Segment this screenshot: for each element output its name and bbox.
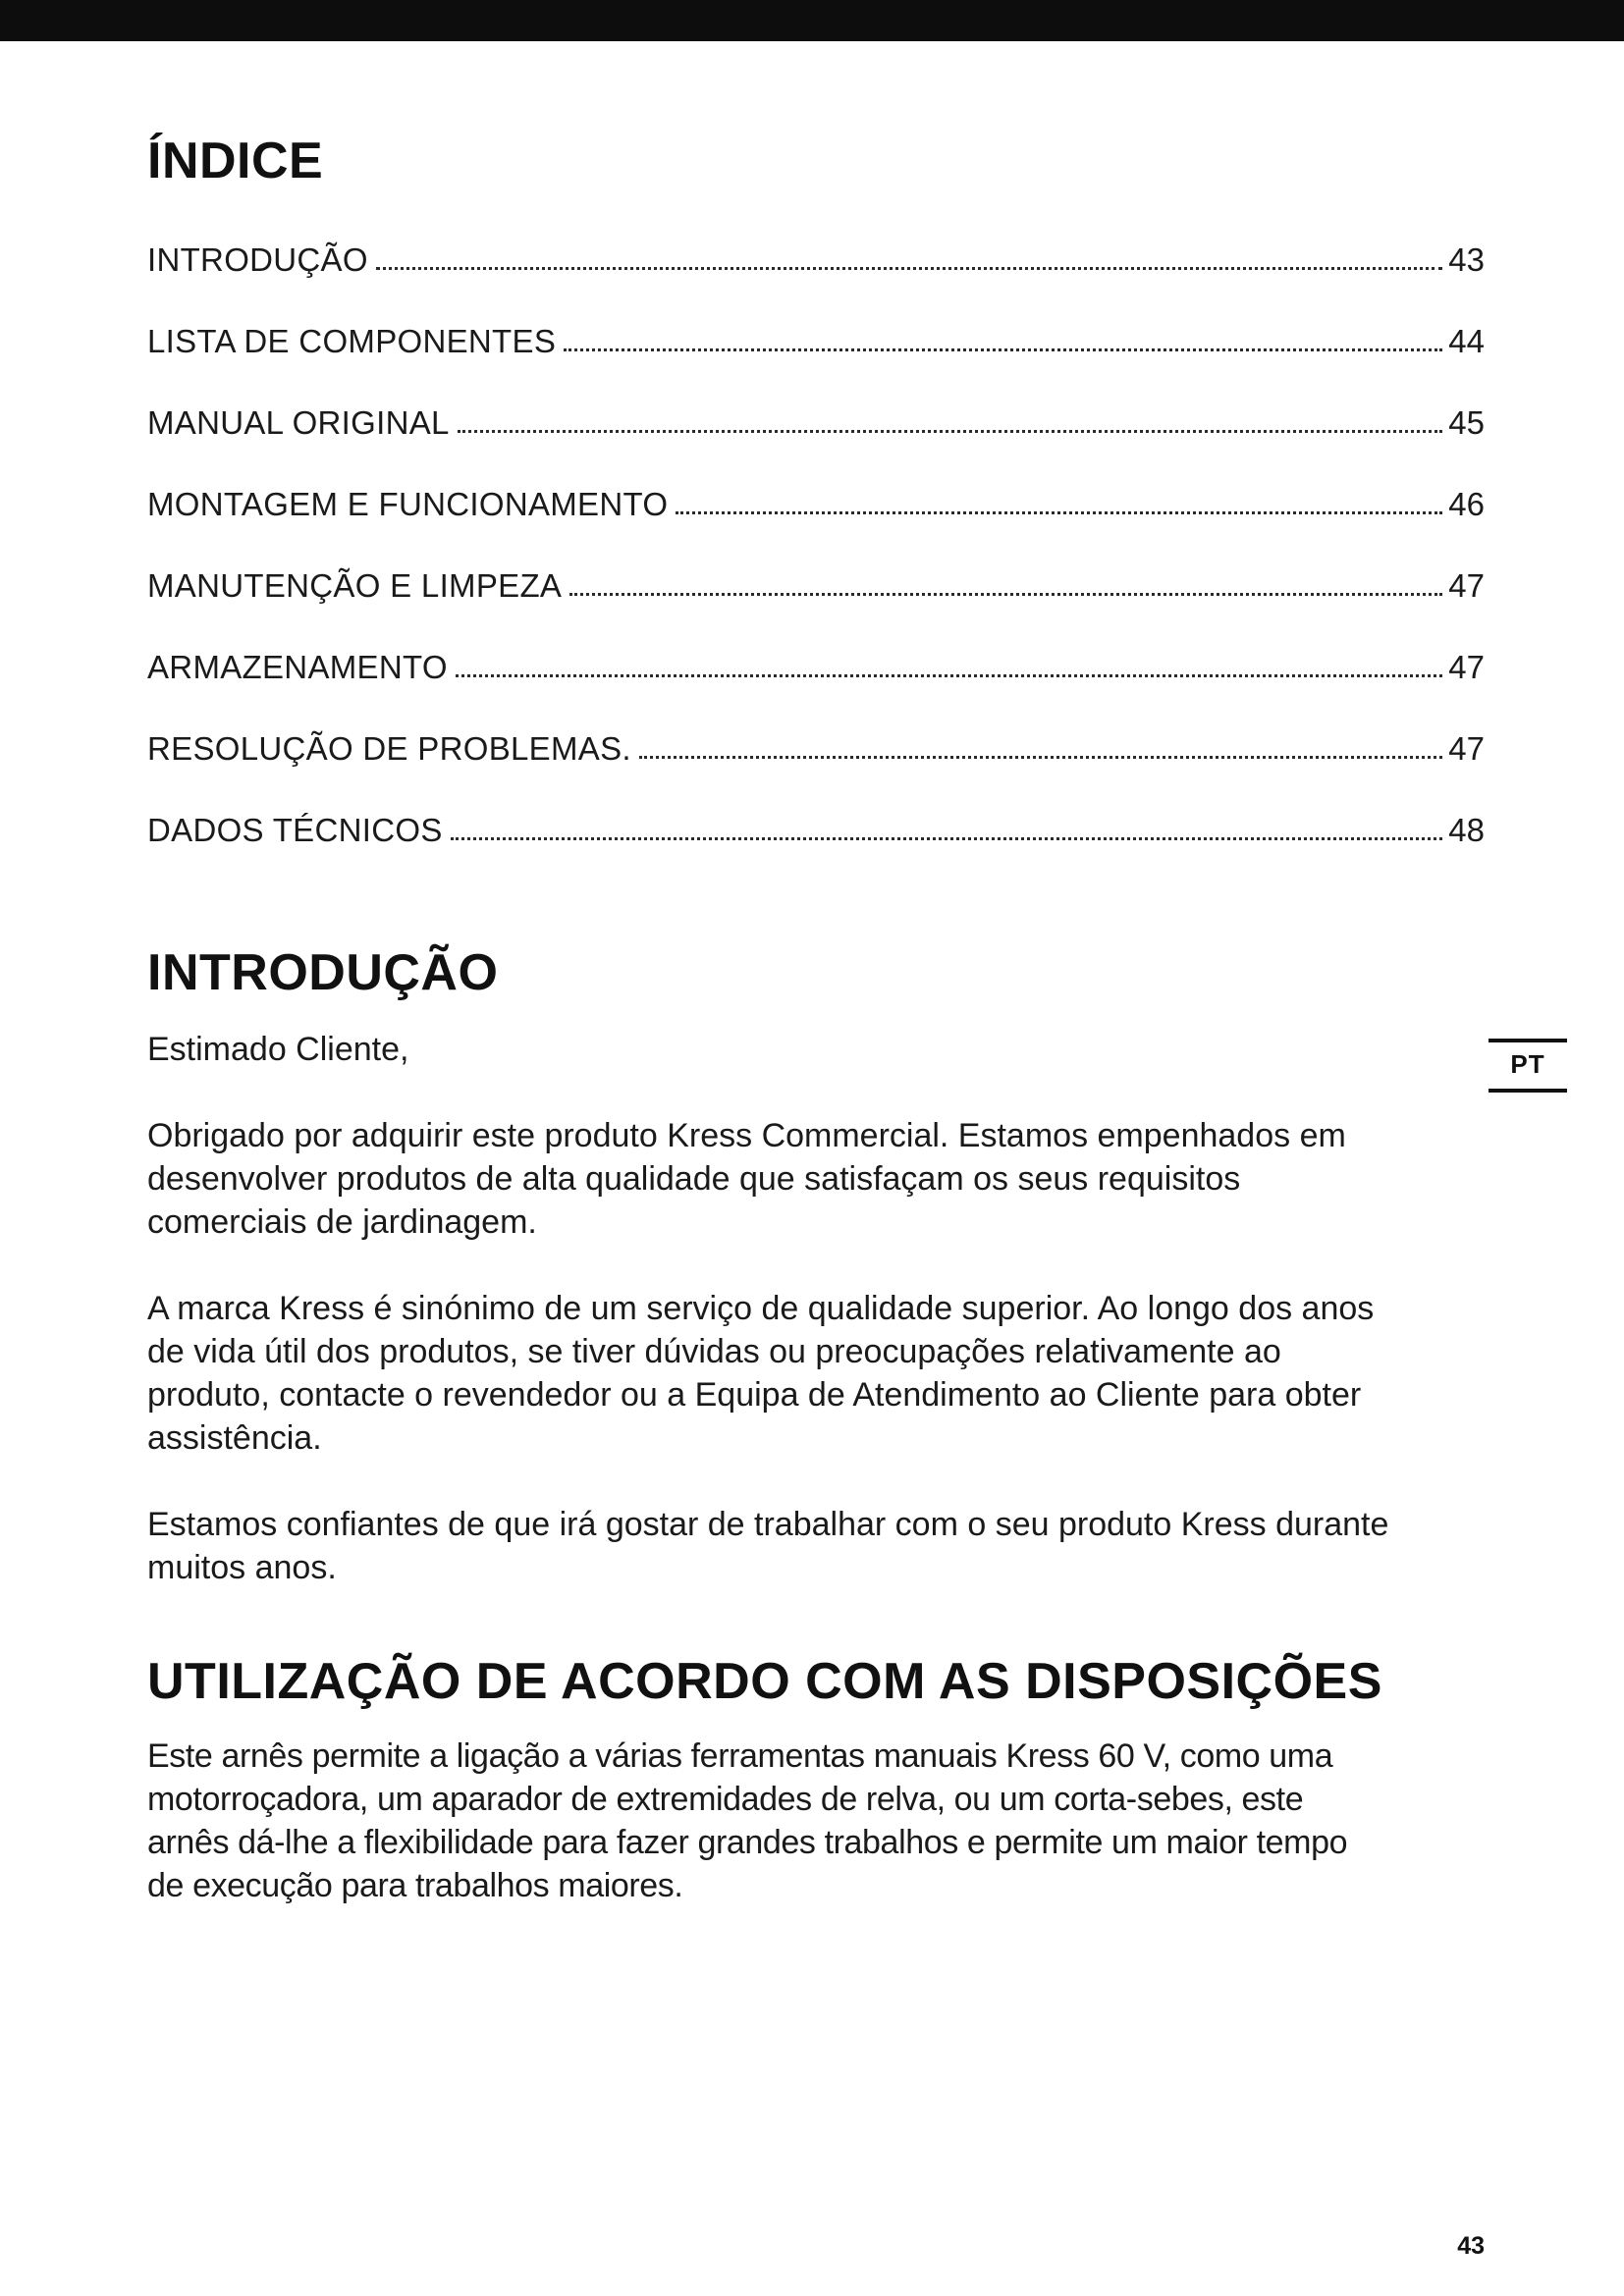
toc-page-number: 47 — [1448, 567, 1485, 604]
toc-entry-label: MANUAL ORIGINAL — [147, 404, 450, 441]
toc-leader-dots — [456, 674, 1442, 677]
toc-row — [147, 567, 1485, 605]
toc-entry-label: LISTA DE COMPONENTES — [147, 323, 557, 359]
section-title-introducao: INTRODUÇÃO — [147, 944, 499, 1001]
introduction-paragraph: A marca Kress é sinónimo de um serviço de qualidade superior. Ao longo dos anos de vida útil dos produtos, se tiver dúvidas ou preocupações relativamente ao produto, contacte o revendedor ou a Equipa de Atendimento ao Cliente para obter assistência. — [147, 1290, 1375, 1457]
introduction-paragraph: Estamos confiantes de que irá gostar de trabalhar com o seu produto Kress durante muitos anos. — [147, 1506, 1389, 1586]
introduction-paragraph: Obrigado por adquirir este produto Kress Commercial. Estamos empenhados em desenvolver produtos de alta qualidade que satisfaçam os seus requisitos comerciais de jardinagem. — [147, 1117, 1346, 1241]
toc-leader-dots — [451, 837, 1443, 840]
toc-row — [147, 486, 1485, 523]
toc-leader-dots — [569, 593, 1442, 596]
toc-row — [147, 649, 1485, 686]
toc-title: ÍNDICE — [147, 133, 324, 189]
toc-entry-label: MANUTENÇÃO E LIMPEZA — [147, 567, 563, 604]
toc-leader-dots — [676, 511, 1442, 514]
toc-leader-dots — [564, 348, 1442, 351]
toc-leader-dots — [376, 267, 1442, 270]
toc-page-number: 47 — [1448, 730, 1485, 767]
toc-entry-label: INTRODUÇÃO — [147, 241, 368, 278]
toc-leader-dots — [639, 756, 1442, 759]
toc-page-number: 43 — [1448, 241, 1485, 278]
toc-entry-label: RESOLUÇÃO DE PROBLEMAS. — [147, 730, 631, 767]
section-title-utilizacao: UTILIZAÇÃO DE ACORDO COM AS DISPOSIÇÕES — [147, 1653, 1382, 1710]
salutation-text: Estimado Cliente, — [147, 1031, 409, 1068]
page-top-bar — [0, 0, 1624, 41]
toc-entry-label: ARMAZENAMENTO — [147, 649, 448, 685]
toc-row — [147, 812, 1485, 849]
toc-page-number: 48 — [1448, 812, 1485, 848]
page-number: 43 — [1457, 2232, 1485, 2260]
language-tab-pt: PT — [1489, 1039, 1567, 1093]
toc-row — [147, 241, 1485, 279]
page-content — [147, 41, 1485, 1950]
toc-row — [147, 323, 1485, 360]
toc-row — [147, 404, 1485, 442]
toc-entry-label: MONTAGEM E FUNCIONAMENTO — [147, 486, 669, 522]
toc-page-number: 47 — [1448, 649, 1485, 685]
toc-entry-label: DADOS TÉCNICOS — [147, 812, 443, 848]
table-of-contents — [147, 241, 1485, 849]
toc-page-number: 45 — [1448, 404, 1485, 441]
toc-leader-dots — [458, 430, 1443, 433]
toc-page-number: 44 — [1448, 323, 1485, 359]
toc-row — [147, 730, 1485, 768]
intended-use-paragraph: Este arnês permite a ligação a várias ferramentas manuais Kress 60 V, como uma motorroçadora, um aparador de extremidades de relva, ou um corta-sebes, este arnês dá-lhe a flexibilidade para fazer grandes trabalhos e permite um maior tempo de execução para trabalhos maiores. — [147, 1737, 1348, 1904]
toc-page-number: 46 — [1448, 486, 1485, 522]
